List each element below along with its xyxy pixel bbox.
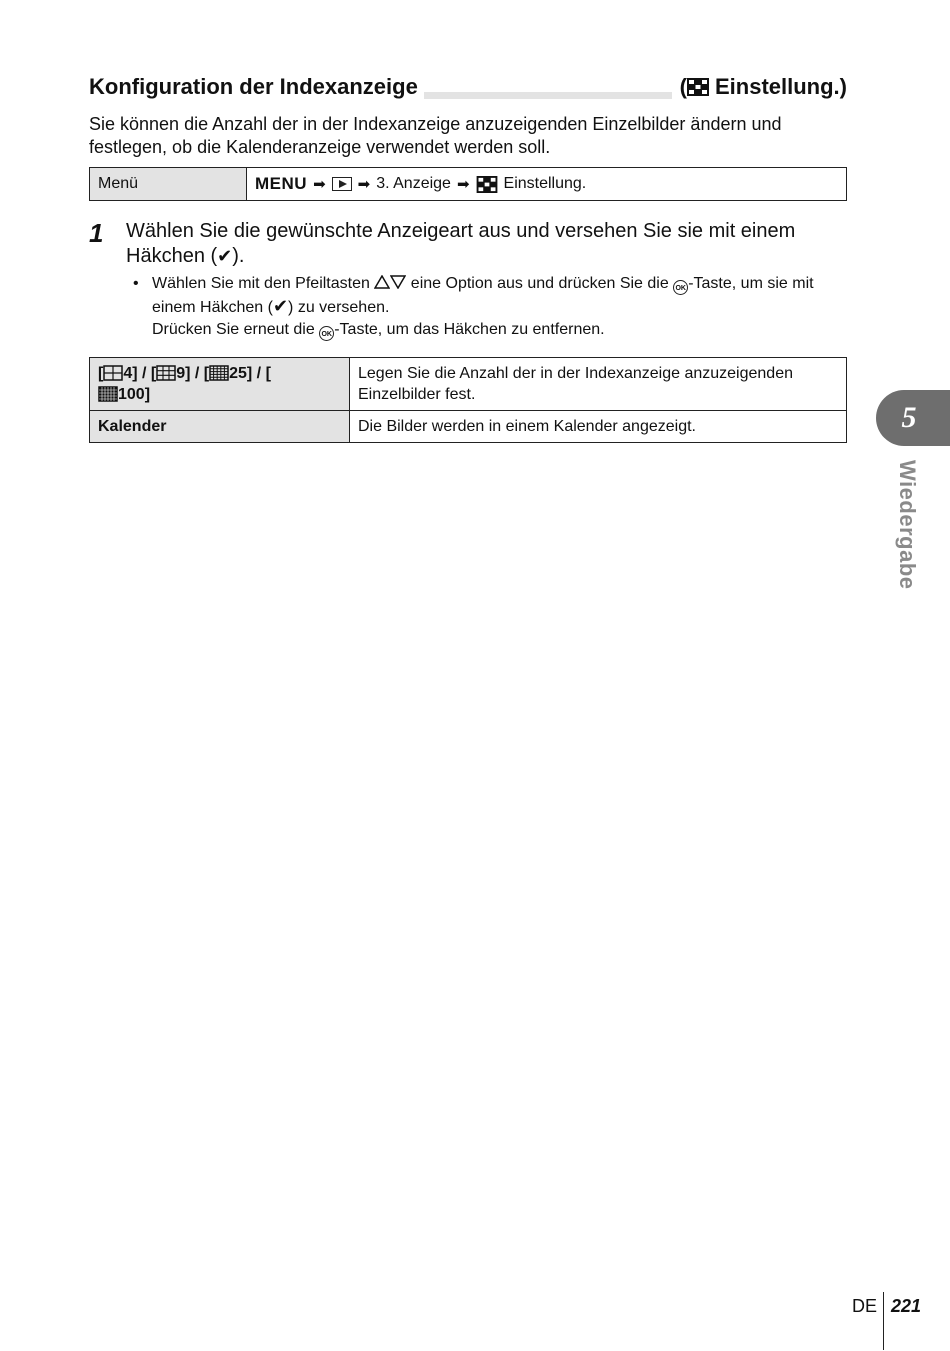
chapter-number: 5	[901, 401, 917, 434]
chapter-name: Wiedergabe	[895, 460, 920, 590]
option-description: Die Bilder werden in einem Kalender angezeigt.	[350, 411, 847, 443]
menu-path-table	[89, 167, 847, 201]
arrow-down-icon	[390, 275, 406, 289]
option-description: Legen Sie die Anzahl der in der Indexanzeige anzuzeigenden Einzelbilder fest.	[350, 358, 847, 411]
grid-25-icon	[209, 365, 229, 381]
menu-path	[247, 168, 846, 200]
footer-divider	[883, 1292, 884, 1350]
page-number: 221	[891, 1296, 922, 1316]
menu-final: Einstellung.	[503, 175, 587, 192]
option-label: Kalender	[90, 411, 350, 443]
setting-title: ( Einstellung.)	[674, 72, 847, 102]
grid-100-icon	[98, 386, 118, 402]
menu-step: 3. Anzeige	[376, 175, 451, 192]
bullet-text: Wählen Sie mit den Pfeiltasten eine Option aus und drücken Sie die OK -Taste, um sie mit einem Häkchen (✔) zu versehen. Drücken Sie erneut die OK -Taste, um das Häkchen zu entfernen.	[152, 273, 852, 341]
option-label: [ 4] / [ 9] / [ 25] / [ 100]	[90, 358, 350, 411]
index-grid-icon	[687, 78, 709, 96]
menu-word: MENU	[255, 174, 308, 193]
section-title: Konfiguration der Indexanzeige	[89, 72, 424, 102]
checkmark-icon: ✔	[272, 296, 289, 316]
ok-button-icon: OK	[673, 280, 688, 295]
footer-language: DE	[852, 1296, 878, 1316]
section-header	[89, 72, 847, 102]
ok-button-icon: OK	[319, 326, 334, 341]
step-number: 1	[89, 218, 104, 248]
chapter-tab	[876, 390, 950, 446]
arrow-icon: ➡	[357, 176, 371, 193]
table-row	[90, 411, 847, 443]
menu-label: Menü	[90, 168, 247, 200]
grid-9-icon	[156, 365, 176, 381]
intro-paragraph: Sie können die Anzahl der in der Indexanzeige anzuzeigenden Einzelbilder ändern und festlegen, ob die Kalenderanzeige verwendet werden soll.	[89, 114, 782, 157]
options-table	[89, 357, 847, 443]
step-text: Wählen Sie die gewünschte Anzeigeart aus und versehen Sie sie mit einem Häkchen (✔).	[126, 220, 796, 267]
checkmark-icon: ✔	[217, 246, 233, 266]
grid-4-icon	[103, 365, 123, 381]
arrow-up-icon	[374, 275, 390, 289]
arrow-icon: ➡	[313, 176, 326, 193]
bullet-dot: •	[133, 275, 139, 292]
table-row	[90, 358, 847, 411]
arrow-icon: ➡	[456, 176, 470, 193]
index-grid-icon	[476, 176, 498, 193]
playback-icon	[332, 177, 352, 191]
